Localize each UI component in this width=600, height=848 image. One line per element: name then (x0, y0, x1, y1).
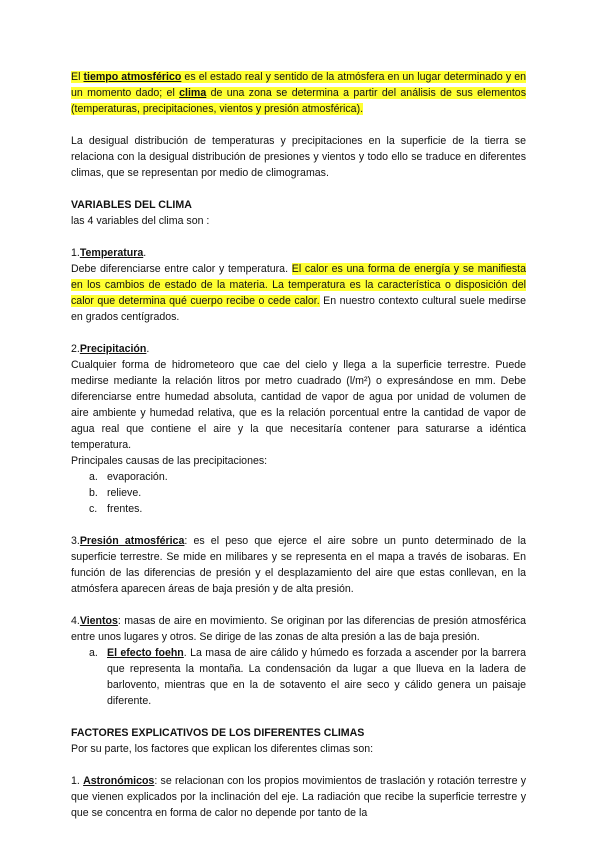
list-item (71, 501, 526, 517)
list-marker: b. (89, 487, 98, 499)
item-number: 1. (71, 775, 84, 787)
item-punct: . (146, 343, 150, 355)
list-item (71, 645, 526, 709)
list-item (71, 469, 526, 485)
body-text: Debe diferenciarse entre calor y temperatura. (71, 263, 292, 275)
body-text: : es el peso que ejerce el aire sobre un punto determinado de la superficie terrestre. Se mide en milibares y se representa en el mapa a través de isobaras. En función de las diferencias de presión y el desplazamiento del aire que estas conllevan, en la atmósfera aparecen áreas de baja presión y de alta presión. (71, 535, 526, 595)
body-text: : se relacionan con los propios movimientos de traslación y rotación terrestre y que vienen explicados por la inclinación del eje. La radiación que recibe la superficie terrestre y que se concentra en forma de calor no depende por tanto de la (71, 775, 527, 819)
list-item-text: frentes. (107, 503, 143, 515)
variable-precipitacion-title (71, 341, 526, 357)
intro-paragraph-1 (71, 69, 526, 117)
item-title: Precipitación (79, 343, 147, 355)
variable-temperatura-title (71, 245, 526, 261)
vientos-sublist (71, 645, 526, 709)
factor-astronomicos (71, 773, 526, 821)
intro-paragraph-2: La desigual distribución de temperaturas y precipitaciones en la superficie de la tierra se relaciona con la desigual distribución de presiones y vientos y todo ello se traduce en diferentes climas, que se representan por medio de climogramas. (71, 135, 526, 179)
list-item-text: evaporación. (107, 471, 168, 483)
variables-intro: las 4 variables del clima son : (71, 215, 210, 227)
intro-text: El (71, 71, 84, 83)
list-item-text: relieve. (107, 487, 142, 499)
list-marker: c. (89, 503, 98, 515)
list-marker: a. (89, 471, 98, 483)
intro-text: es el estado real y sentido de la atmósfera en un lugar determinado y en un momento dado; el (71, 71, 527, 99)
list-marker: a. (89, 647, 98, 659)
item-title: El efecto foehn (107, 647, 184, 659)
term-tiempo-atmosferico: tiempo atmosférico (83, 71, 182, 83)
list-item-text (107, 645, 526, 709)
variable-presion (71, 533, 526, 597)
item-title: Presión atmosférica (79, 535, 185, 547)
item-number: 3. (71, 535, 80, 547)
body-text: En nuestro contexto cultural suele medirse en grados centígrados. (71, 295, 526, 323)
item-number: 1. (71, 247, 80, 259)
list-item (71, 485, 526, 501)
item-punct: . (143, 247, 147, 259)
item-title: Astronómicos (83, 775, 155, 787)
highlighted-text: El calor es una forma de energía y se manifiesta en los cambios de estado de la materia. La temperatura es la característica o disposición del calor que determina qué cuerpo recibe o cede calor. (71, 263, 527, 307)
causes-intro: Principales causas de las precipitaciones: (71, 455, 268, 467)
item-number: 2. (71, 343, 80, 355)
item-number: 4. (71, 615, 80, 627)
term-clima: clima (179, 87, 207, 99)
intro-text: de una zona se determina a partir del análisis de sus elementos (temperaturas, precipitaciones, vientos y presión atmosférica). (71, 87, 526, 115)
item-title: Vientos (79, 615, 118, 627)
body-text: : masas de aire en movimiento. Se originan por las diferencias de presión atmosférica entre unos lugares y otros. Se dirige de las zonas de alta presión a las de baja presión. (71, 615, 526, 643)
section-heading-variables: VARIABLES DEL CLIMA (71, 199, 192, 211)
section-heading-factores: FACTORES EXPLICATIVOS DE LOS DIFERENTES CLIMAS (71, 727, 365, 739)
factores-intro: Por su parte, los factores que explican los diferentes climas son: (71, 743, 374, 755)
item-title: Temperatura (79, 247, 144, 259)
variable-vientos (71, 613, 526, 645)
variable-temperatura-body (71, 261, 526, 325)
variable-precipitacion-body: Cualquier forma de hidrometeoro que cae del cielo y llega a la superficie terrestre. Puede medirse mediante la relación litros por metro cuadrado (l/m²) o expresándose en mm. Debe diferenciarse entre humedad absoluta, cantidad de vapor de agua por unidad de volumen de aire ambiente y humedad relativa, que es la relación porcentual entre la cantidad de vapor de agua real que contiene el aire y la que necesitaría contener para saturarse a idéntica temperatura. (71, 359, 526, 451)
causes-list (71, 469, 526, 517)
body-text: . La masa de aire cálido y húmedo es forzada a ascender por la barrera que representa la montaña. La condensación da lugar a que llueva en la ladera de barlovento, mientras que en la de sotavento el aire seco y cálido genera un paisaje diferente. (107, 647, 527, 707)
